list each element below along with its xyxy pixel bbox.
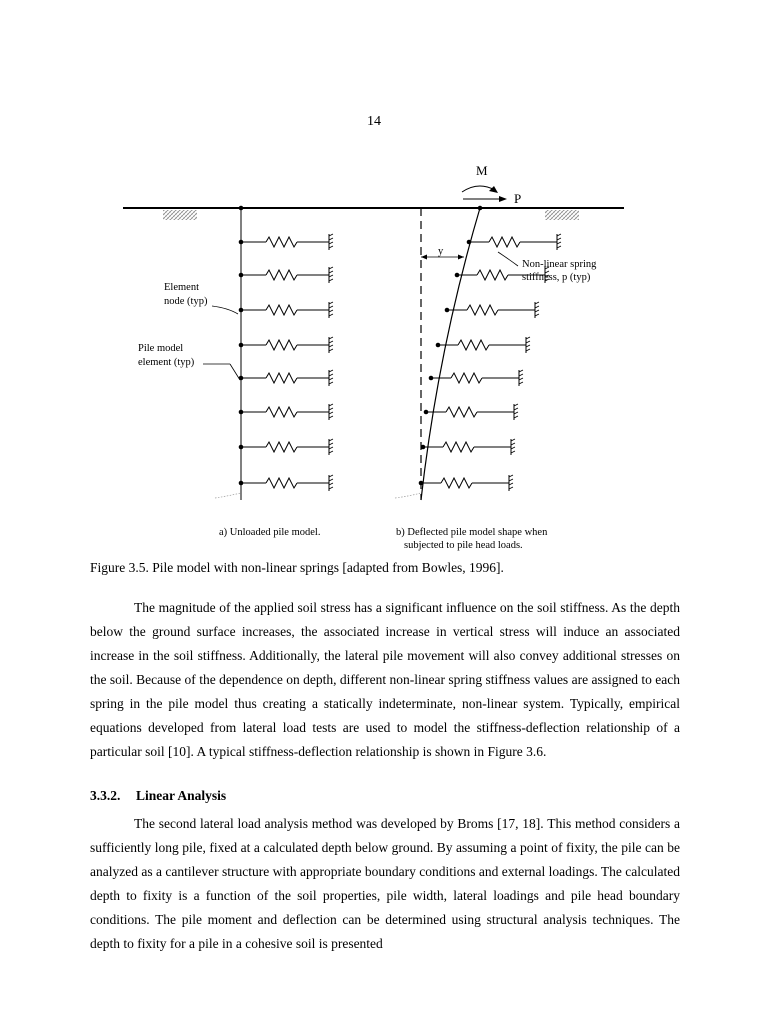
lateral-load-arrow — [463, 196, 507, 202]
section-heading — [90, 788, 226, 804]
node-annotation-leader — [212, 306, 238, 314]
load-label: P — [514, 191, 522, 206]
subcaption-a: a) Unloaded pile model. — [219, 527, 321, 538]
section-number: 3.3.2. — [90, 788, 121, 803]
spring-annotation-line-2: stiffness, p (typ) — [522, 272, 591, 283]
element-annotation-line-1: Pile model — [138, 343, 184, 354]
spring-annotation-leader — [498, 252, 518, 266]
figure-3-5 — [0, 150, 768, 560]
element-annotation-line-2: element (typ) — [138, 357, 195, 368]
deflection-label: y — [438, 246, 444, 257]
deflected-pile-model — [395, 206, 561, 500]
deflected-pile-shape — [421, 208, 480, 500]
pile-model-diagram — [0, 150, 768, 560]
moment-arrow — [462, 186, 498, 193]
paragraph-1-block — [90, 596, 680, 764]
paragraph-1: The magnitude of the applied soil stress has a significant influence on the soil stiffness. As the depth below the ground surface increases, the associated increase in vertical stress will induce an associated increase in the soil stiffness. Additionally, the lateral pile movement will also convey additional stresses on the soil. Because of the dependence on depth, different non-linear spring stiffness values are assigned to each spring in the pile model thus creating a statically indeterminate, non-linear system. Typically, empirical equations developed from lateral load tests are used to model the stiffness-deflection relationship of a particular soil [10]. A typical stiffness-deflection relationship is shown in Figure 3.6. — [90, 600, 680, 759]
figure-caption: Figure 3.5. Pile model with non-linear springs [adapted from Bowles, 1996]. — [90, 560, 504, 575]
moment-label: M — [476, 163, 488, 178]
paragraph-2: The second lateral load analysis method was developed by Broms [17, 18]. This method considers a sufficiently long pile, fixed at a calculated depth below ground. By assuming a point of fixity, the pile can be analyzed as a cantilever structure with appropriate boundary conditions and external loadings. The calculated depth to fixity is a function of the soil properties, pile width, lateral loadings and pile head boundary conditions. The pile moment and deflection can be determined using structural analysis techniques. The depth to fixity for a pile in a cohesive soil is presented — [90, 816, 680, 951]
paragraph-2-block — [90, 812, 680, 956]
soil-hatch-right — [545, 210, 579, 220]
spring-annotation-line-1: Non-linear spring — [522, 259, 597, 270]
page-number: 14 — [367, 114, 381, 129]
unloaded-pile-model — [215, 206, 333, 500]
element-annotation-leader — [203, 364, 240, 380]
soil-hatch-left — [163, 210, 197, 220]
node-annotation-line-1: Element — [164, 282, 199, 293]
subcaption-b-line-1: b) Deflected pile model shape when — [396, 527, 548, 538]
node-annotation-line-2: node (typ) — [164, 296, 208, 307]
subcaption-b-line-2: subjected to pile head loads. — [404, 540, 523, 551]
section-title: Linear Analysis — [136, 788, 227, 803]
